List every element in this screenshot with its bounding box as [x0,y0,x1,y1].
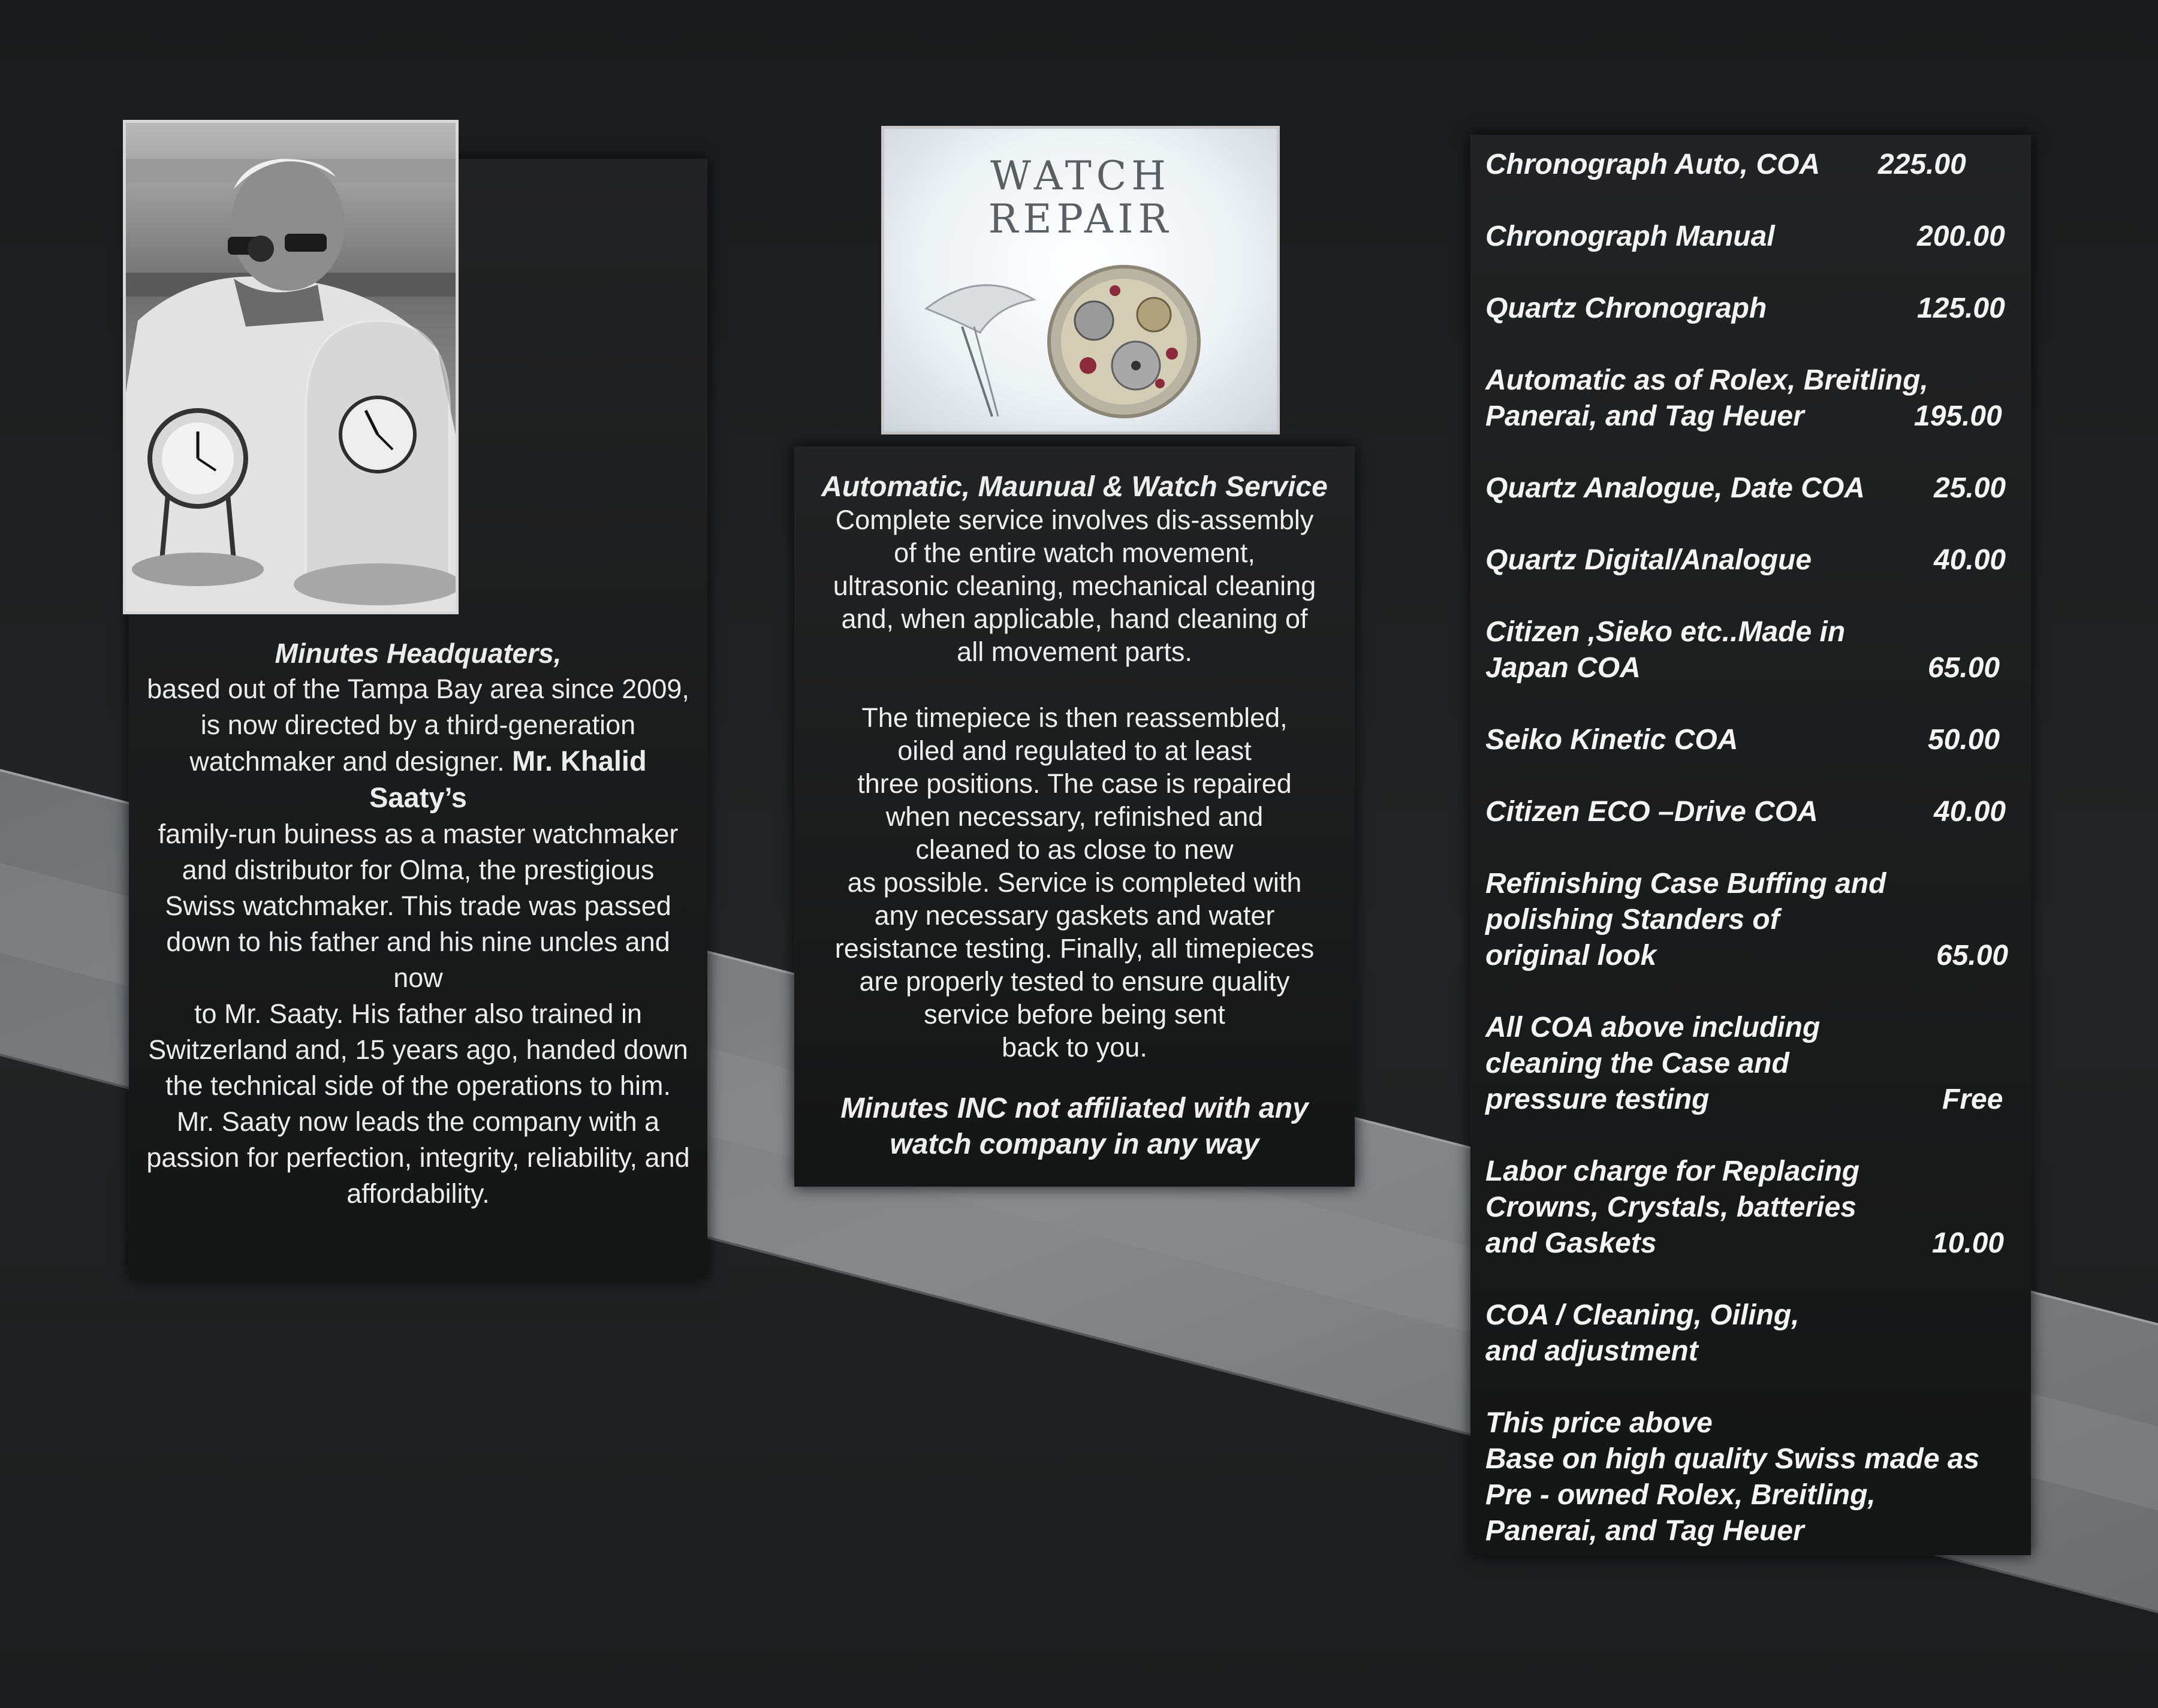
price-item-label: Chronograph Auto, COA [1485,149,1821,180]
price-item-label: COA / Cleaning, Oiling, [1485,1299,1800,1331]
service-line: ultrasonic cleaning, mechanical cleaning [833,571,1316,601]
service-text [794,470,1355,1163]
logo-line-watch: WATCH [990,153,1171,199]
price-item-amount: 125.00 [1917,292,2005,324]
price-item-label: and Gaskets [1485,1227,1657,1259]
watchmaker-illustration [126,123,456,611]
service-line: three positions. The case is repaired [857,768,1292,799]
price-item [1485,542,2013,578]
price-item-label: Citizen ,Sieko etc..Made in [1485,616,1846,648]
service-line: and, when applicable, hand cleaning of [841,603,1308,634]
price-note-line: Pre - owned Rolex, Breitling, [1485,1479,1876,1511]
service-line: cleaned to as close to new [915,834,1234,865]
about-line: family-run buiness as a master watchmaker [158,819,679,849]
service-line: back to you. [1002,1032,1147,1063]
service-line: all movement parts. [957,636,1192,667]
price-item-label: original look [1485,940,1657,971]
about-line: Mr. Saaty now leads the company with a [176,1106,660,1137]
service-line: as possible. Service is completed with [847,867,1302,898]
price-note-line: Base on high quality Swiss made as [1485,1443,1980,1475]
about-line: Switzerland and, 15 years ago, handed down [148,1034,688,1065]
price-item [1485,147,2013,183]
price-item-amount: Free [1942,1084,2003,1115]
owner-name: Mr. Khalid Saaty’s [369,745,647,813]
price-item-amount: 200.00 [1917,221,2005,252]
price-item [1485,470,2013,506]
service-line: are properly tested to ensure quality [859,966,1290,997]
watch-movement-icon [908,243,1256,423]
price-item-label: Panerai, and Tag Heuer [1485,400,1804,432]
price-item-amount: 65.00 [1936,940,2009,971]
price-item-amount: 40.00 [1934,544,2006,576]
price-item-label: Citizen ECO –Drive COA [1485,796,1818,828]
price-item [1485,794,2013,830]
price-item-amount: 25.00 [1934,472,2006,504]
price-item-amount: 65.00 [1928,652,2000,684]
price-item [1485,866,2013,974]
service-line: when necessary, refinished and [885,801,1264,832]
price-item [1485,614,2013,686]
price-item-label: Quartz Chronograph [1485,292,1767,324]
price-item-label: Refinishing Case Buffing and [1485,868,1886,900]
about-line: based out of the Tampa Bay area since 2009, [147,674,689,704]
price-item-label: and adjustment [1485,1335,1698,1367]
service-line: Complete service involves dis-assembly [835,505,1314,535]
price-item-label: Chronograph Manual [1485,221,1775,252]
price-item-label: pressure testing [1485,1084,1710,1115]
service-heading: Automatic, Maunual & Watch Service [821,471,1328,503]
service-disclaimer: Minutes INC not affiliated with any [840,1093,1309,1124]
service-line: oiled and regulated to at least [897,735,1252,766]
price-note-line: This price above [1485,1407,1713,1439]
price-item-label: Automatic as of Rolex, Breitling, [1485,364,1928,396]
about-line: affordability. [346,1178,490,1209]
price-item [1485,1010,2013,1118]
about-line: down to his father and his nine uncles and now [166,927,670,993]
price-item-amount: 40.00 [1934,796,2006,828]
price-item [1485,1297,2013,1369]
service-line: resistance testing. Finally, all timepieces [834,933,1315,964]
price-item-label: Crowns, Crystals, batteries [1485,1191,1856,1223]
service-line: service before being sent [924,999,1225,1030]
service-disclaimer: watch company in any way [890,1128,1259,1160]
about-heading: Minutes Headquaters, [275,638,562,669]
about-line-text: watchmaker and designer. [189,746,505,777]
about-line: passion for perfection, integrity, reliability, and [146,1142,690,1173]
price-item-amount: 10.00 [1932,1227,2005,1259]
about-line: to Mr. Saaty. His father also trained in [194,998,642,1029]
price-item [1485,1154,2013,1262]
price-item-label: Quartz Analogue, Date COA [1485,472,1865,504]
about-line: and distributor for Olma, the prestigious [182,855,655,885]
price-note [1485,1405,2013,1549]
watch-repair-logo [881,126,1280,434]
logo-line-repair: REPAIR [988,196,1173,242]
price-item-amount: 50.00 [1928,724,2000,756]
about-line: the technical side of the operations to him. [165,1070,671,1101]
about-line: Swiss watchmaker. This trade was passed [165,891,671,921]
price-note-line: Panerai, and Tag Heuer [1485,1515,1804,1547]
service-line: any necessary gaskets and water [874,900,1275,931]
price-item-label: Labor charge for Replacing [1485,1155,1860,1187]
about-text [138,635,698,1212]
price-item-label: All COA above including [1485,1012,1821,1043]
price-item-amount: 225.00 [1878,149,1966,180]
price-item-amount: 195.00 [1914,400,2002,432]
price-item-label: Japan COA [1485,652,1641,684]
service-line: of the entire watch movement, [894,538,1255,568]
price-item-label: Seiko Kinetic COA [1485,724,1738,756]
about-line: is now directed by a third-generation [200,710,636,740]
price-item-label: Quartz Digital/Analogue [1485,544,1812,576]
price-item [1485,219,2013,255]
price-item [1485,722,2013,758]
service-line: The timepiece is then reassembled, [861,702,1288,733]
price-item [1485,291,2013,327]
price-item [1485,363,2013,434]
price-item-label: cleaning the Case and [1485,1048,1789,1079]
watchmaker-photo [123,120,459,614]
price-item-label: polishing Standers of [1485,904,1780,936]
about-line [138,743,698,816]
